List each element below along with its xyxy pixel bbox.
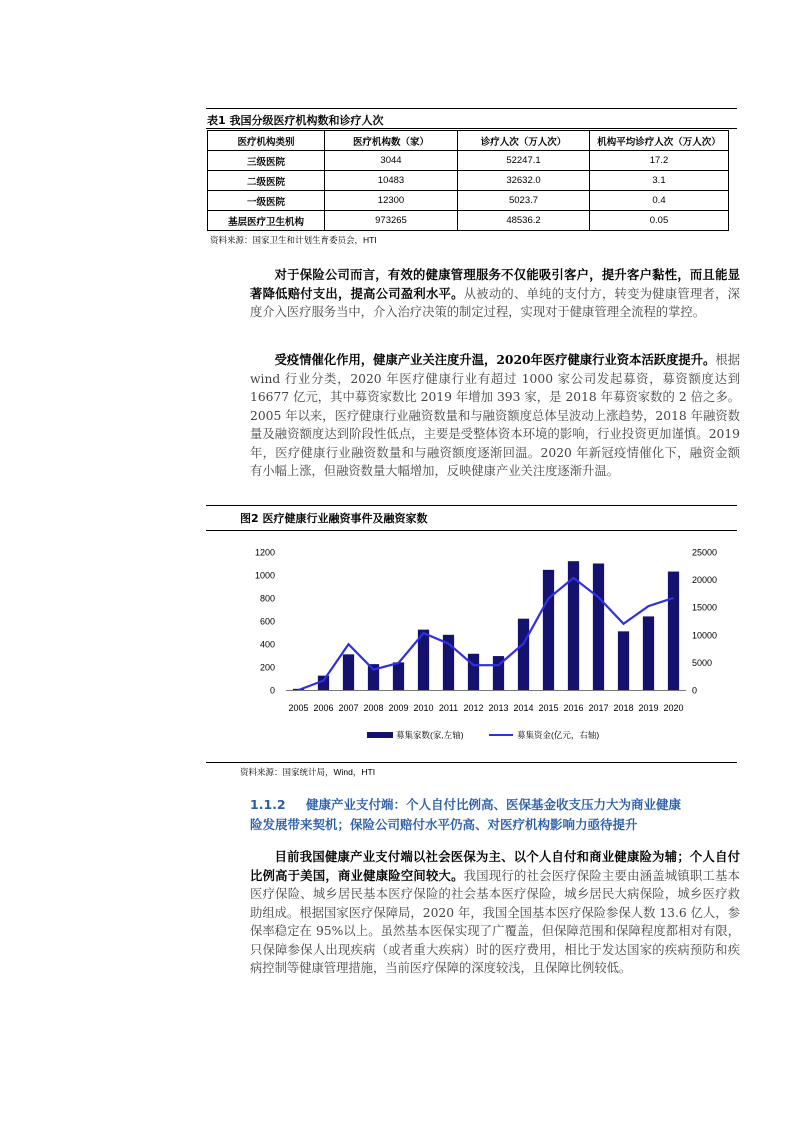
table-header-cell: 医疗机构数（家） (325, 131, 458, 151)
table-header-cell: 机构平均诊疗人次（万人次） (590, 131, 729, 151)
bar-2014 (518, 619, 529, 690)
x-axis-tick: 2009 (388, 703, 409, 713)
table-cell: 0.05 (590, 211, 729, 231)
right-axis-tick: 10000 (692, 630, 718, 641)
paragraph-3 (250, 848, 740, 978)
x-axis-tick: 2006 (313, 703, 334, 713)
table-cell: 一级医院 (208, 191, 325, 211)
x-axis-tick: 2016 (563, 703, 584, 713)
legend-bar-label: 募集家数(家,左轴) (396, 730, 464, 740)
table-cell: 3044 (325, 151, 458, 171)
section-title-line2: 险发展带来契机；保险公司赔付水平仍高、对医疗机构影响力亟待提升 (250, 817, 638, 832)
bar-2018 (618, 631, 629, 690)
table-cell: 973265 (325, 211, 458, 231)
paragraph-lead: 对于保险公司而言，有效的健康管理服务不仅能吸引客户，提升客户黏性，而且能显著降低赔付支出，提高公司盈利水平。 (250, 267, 740, 301)
x-axis-tick: 2017 (588, 703, 609, 713)
bar-2017 (593, 564, 604, 691)
bar-2019 (643, 616, 654, 690)
table-cell: 基层医疗卫生机构 (208, 211, 325, 231)
paragraph-lead: 受疫情催化作用，健康产业关注度升温，2020年医疗健康行业资本活跃度提升。 (274, 352, 716, 367)
bar-2012 (468, 654, 479, 690)
legend-bar-swatch (367, 732, 393, 738)
x-axis-tick: 2014 (513, 703, 534, 713)
x-axis-tick: 2018 (613, 703, 634, 713)
table-cell: 17.2 (590, 151, 729, 171)
table-cell: 5023.7 (458, 191, 590, 211)
section-heading (250, 795, 740, 835)
figure-source: 资料来源：国家统计局，Wind，HTI (240, 767, 376, 777)
left-axis-tick: 800 (259, 593, 275, 604)
table-cell: 二级医院 (208, 171, 325, 191)
left-axis-tick: 200 (259, 662, 275, 673)
bar-2009 (393, 662, 404, 690)
table-cell: 32632.0 (458, 171, 590, 191)
right-axis-tick: 5000 (692, 657, 713, 668)
left-axis-tick: 1000 (254, 570, 275, 581)
x-axis-tick: 2010 (413, 703, 434, 713)
x-axis-tick: 2011 (438, 703, 459, 713)
table-cell: 0.4 (590, 191, 729, 211)
section-number: 1.1.2 (250, 797, 286, 812)
x-axis-tick: 2005 (288, 703, 309, 713)
section-title-line1: 健康产业支付端：个人自付比例高、医保基金收支压力大为商业健康 (306, 797, 682, 812)
x-axis-tick: 2019 (638, 703, 659, 713)
table-cell: 10483 (325, 171, 458, 191)
paragraph-body: 从被动的、单纯的支付方，转变为健康管理者，深度介入医疗服务当中，介入治疗决策的制定过程，实现对于健康管理全流程的掌控。 (250, 286, 740, 319)
paragraph-lead: 目前我国健康产业支付端以社会医保为主、以个人自付和商业健康险为辅；个人自付比例高于美国，商业健康险空间较大。 (250, 849, 740, 883)
table-header-cell: 诊疗人次（万人次） (458, 131, 590, 151)
paragraph-body: 我国现行的社会医疗保险主要由涵盖城镇职工基本医疗保险、城乡居民基本医疗保险的社会基本医疗保险，城乡居民大病保险，城乡医疗救助组成。根据国家医疗保障局，2020 年，我国全国基本医疗保险参保人数 13.6 亿人，参保率稳定在 95%以上。虽然基本医保实现了广覆盖，但保障范围和保障程度都相对有限，只保障参保人出现疾病（或者重大疾病）时的医疗费用，相比于发达国家的疾病预防和疾病控制等健康管理措施，当前医疗保障的深度较浅，且保障比例较低。 (250, 868, 740, 975)
left-axis-tick: 400 (259, 639, 275, 650)
right-axis-tick: 0 (692, 685, 698, 696)
x-axis-tick: 2012 (463, 703, 484, 713)
figure-bottom-rule (206, 762, 737, 763)
x-axis-tick: 2013 (488, 703, 509, 713)
right-axis-tick: 20000 (692, 575, 718, 586)
bar-2015 (543, 570, 554, 690)
figure-title: 图2 医疗健康行业融资事件及融资家数 (240, 512, 428, 525)
table-header-cell: 医疗机构类别 (208, 131, 325, 151)
paragraph-body: 根据 wind 行业分类，2020 年医疗健康行业有超过 1000 家公司发起募资，募资额度达到 16677 亿元，其中募资家数比 2019 年增加 393 家，是 2018 年募资家数的 2 倍之多。2005 年以来，医疗健康行业融资数量和与融资额度总体呈波动上涨趋势，2018 年融资数量及融资额度达到阶段性低点，主要是受整体资本环境的影响，行业投资更加谨慎。2019 年，医疗健康行业融资数量和与融资额度逐渐回温。2020 年新冠疫情催化下，融资金额有小幅上涨，但融资数量大幅增加，反映健康产业关注度逐渐升温。 (250, 353, 740, 478)
table-source: 资料来源：国家卫生和计划生育委员会，HTI (210, 235, 377, 245)
x-axis-tick: 2007 (338, 703, 359, 713)
left-axis-tick: 1200 (254, 547, 275, 558)
right-axis-tick: 25000 (692, 547, 718, 558)
legend-line-label: 募集资金(亿元，右轴) (517, 730, 600, 740)
x-axis-tick: 2020 (663, 703, 684, 713)
table-cell: 三级医院 (208, 151, 325, 171)
x-axis-tick: 2015 (538, 703, 559, 713)
table-cell: 48536.2 (458, 211, 590, 231)
x-axis-tick: 2008 (363, 703, 384, 713)
left-axis-tick: 600 (259, 616, 275, 627)
table-cell: 3.1 (590, 171, 729, 191)
right-axis-tick: 15000 (692, 602, 718, 613)
bar-2020 (668, 572, 679, 690)
table-cell: 52247.1 (458, 151, 590, 171)
left-axis-tick: 0 (269, 685, 275, 696)
series-line (299, 578, 674, 690)
table-title: 表1 我国分级医疗机构数和诊疗人次 (207, 114, 384, 127)
bar-2007 (343, 654, 354, 690)
table-cell: 12300 (325, 191, 458, 211)
